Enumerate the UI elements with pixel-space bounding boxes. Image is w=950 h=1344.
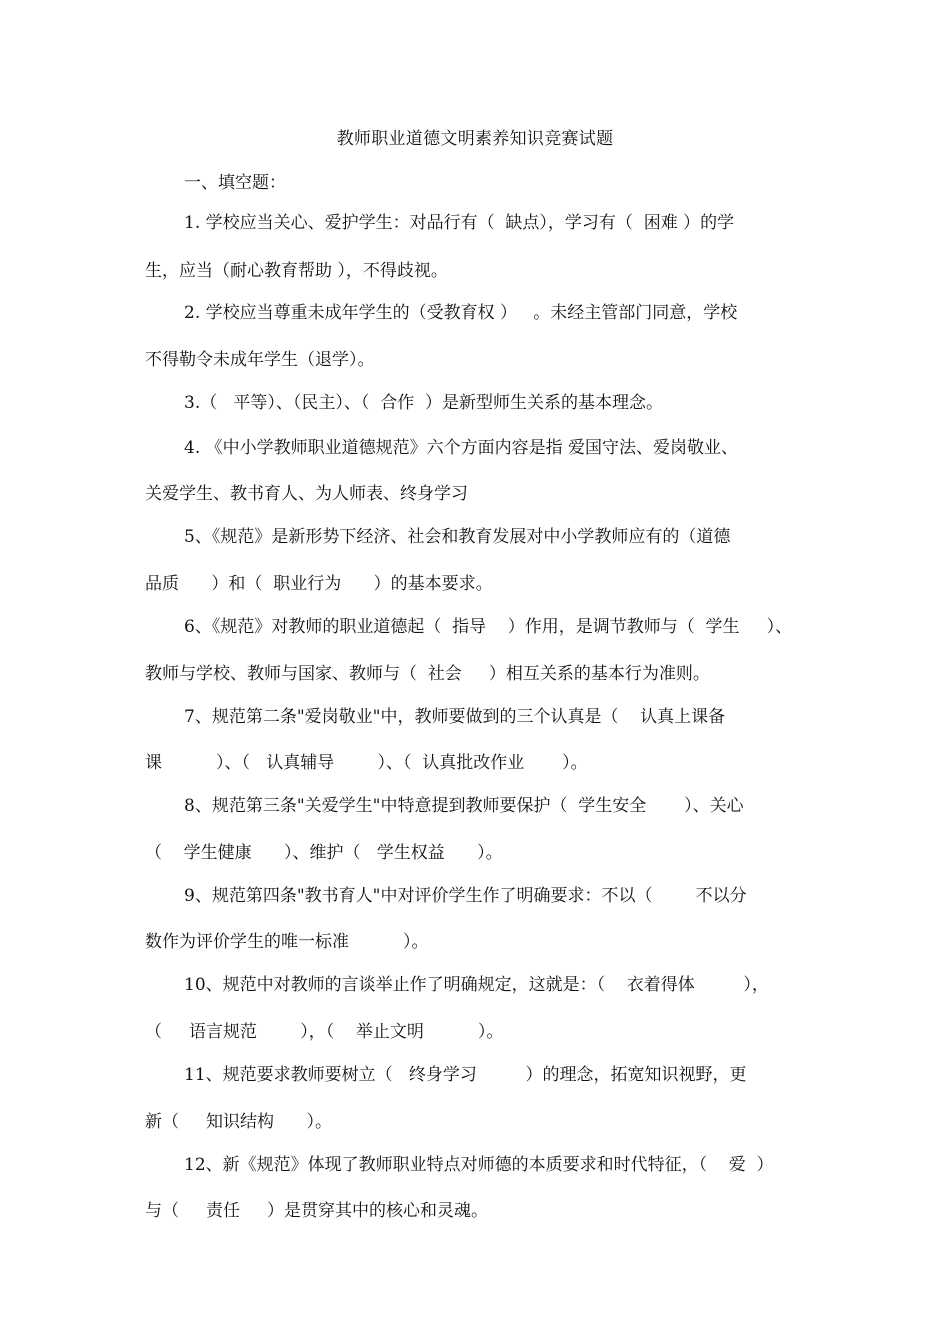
- question-2-line-2: 不得勒令未成年学生（退学）。: [145, 350, 375, 370]
- question-5-line-1: 5、《规范》是新形势下经济、社会和教育发展对中小学教师应有的（道德: [184, 527, 731, 547]
- question-7-line-2: 课 ）、（ 认真辅导 ）、（ 认真批改作业 ）。: [145, 753, 588, 773]
- question-5-line-2: 品质 ）和（ 职业行为 ）的基本要求。: [145, 574, 493, 594]
- question-8-line-2: （ 学生健康 ）、维护（ 学生权益 ）。: [145, 843, 503, 863]
- question-10-line-1: 10、规范中对教师的言谈举止作了明确规定，这就是：（ 衣着得体 ），: [184, 975, 769, 995]
- question-1-line-2: 生，应当（耐心教育帮助 ），不得歧视。: [145, 261, 448, 281]
- question-12-line-2: 与（ 责任 ）是贯穿其中的核心和灵魂。: [145, 1201, 489, 1221]
- question-6-line-2: 教师与学校、教师与国家、教师与（ 社会 ）相互关系的基本行为准则。: [145, 664, 710, 684]
- document-title: 教师职业道德文明素养知识竞赛试题: [336, 129, 614, 149]
- question-4-line-2: 关爱学生、教书育人、为人师表、终身学习: [145, 484, 468, 504]
- question-12-line-1: 12、新《规范》体现了教师职业特点对师德的本质要求和时代特征，（ 爱 ）: [184, 1155, 774, 1175]
- question-10-line-2: （ 语言规范 ），（ 举止文明 ）。: [145, 1022, 504, 1042]
- question-9-line-2: 数作为评价学生的唯一标准 ）。: [145, 932, 429, 952]
- question-11-line-1: 11、规范要求教师要树立（ 终身学习 ）的理念，拓宽知识视野，更: [184, 1065, 747, 1085]
- question-8-line-1: 8、规范第三条"关爱学生"中特意提到教师要保护（ 学生安全 ）、关心: [184, 796, 744, 816]
- question-4-line-1: 4. 《中小学教师职业道德规范》六个方面内容是指 爱国守法、爱岗敬业、: [184, 438, 739, 458]
- question-3-line-1: 3.（ 平等）、（民主）、（ 合作 ）是新型师生关系的基本理念。: [184, 393, 664, 413]
- question-2-line-1: 2. 学校应当尊重未成年学生的（受教育权 ） 。未经主管部门同意，学校: [184, 303, 738, 323]
- question-1-line-1: 1. 学校应当关心、爱护学生：对品行有（ 缺点），学习有（ 困难 ）的学: [184, 213, 735, 233]
- question-7-line-1: 7、规范第二条"爱岗敬业"中，教师要做到的三个认真是（ 认真上课备: [184, 707, 726, 727]
- question-6-line-1: 6、《规范》对教师的职业道德起（ 指导 ）作用，是调节教师与（ 学生 ）、: [184, 617, 793, 637]
- section-heading: 一、填空题：: [184, 173, 286, 193]
- question-9-line-1: 9、规范第四条"教书育人"中对评价学生作了明确要求：不以（ 不以分: [184, 886, 747, 906]
- question-11-line-2: 新（ 知识结构 ）。: [145, 1112, 332, 1132]
